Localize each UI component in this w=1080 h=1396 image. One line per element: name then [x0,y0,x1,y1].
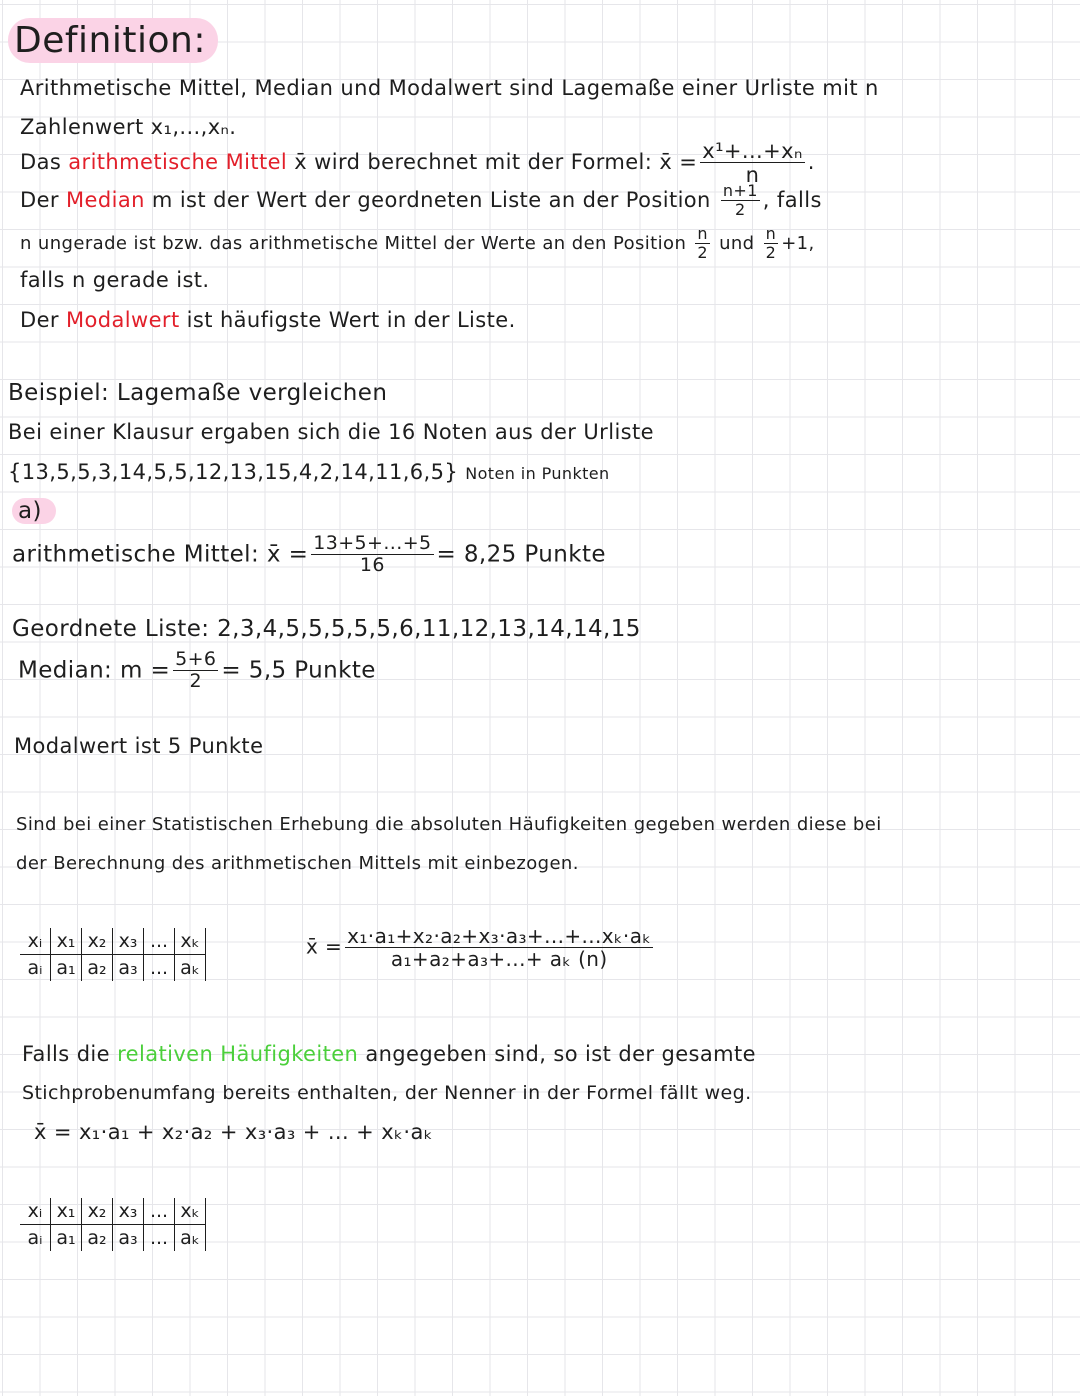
mean-result: = 8,25 Punkte [436,541,606,568]
text: Der [20,308,59,332]
formula-lhs: x̄ = [266,541,309,568]
text: ist häufigste Wert in der Liste. [186,308,516,332]
ordered-list-line [12,616,641,642]
fraction-numerator: x₁·a₁+x₂·a₂+x₃·a₃+...+...xₖ·aₖ [347,924,652,948]
relative-line-2: Stichprobenumfang bereits enthalten, der Nenner in der Formel fällt weg. [22,1082,752,1104]
fraction-denominator: a₁+a₂+a₃+...+ aₖ (n) [390,947,608,971]
example-list [8,460,610,484]
text: angegeben sind, so ist der gesamte [365,1042,756,1066]
fraction-numerator: x¹+...+xₙ [702,139,803,163]
position-fraction [721,183,760,219]
position-fraction [764,226,779,262]
fraction-numerator: 5+6 [175,648,217,670]
text: Falls die [22,1042,110,1066]
text: . [807,150,815,175]
formula-lhs: x̄ = [306,934,343,959]
mean-fraction [311,534,433,576]
median-fraction [173,650,218,692]
table-row [20,1225,206,1252]
text: Der [20,187,59,212]
table-cell: x₃ [113,928,144,955]
table-cell: ... [144,955,175,982]
text: und [719,232,755,254]
position-fraction [695,226,710,262]
mean-label: arithmetische Mittel: [12,541,260,568]
fraction-denominator: n [745,163,760,188]
text: n ungerade ist bzw. das arithmetische Mittel der Werte an den Position [20,232,687,254]
table-cell: aᵢ [27,1227,43,1249]
ordered-values: 2,3,4,5,5,5,5,5,6,11,12,13,14,14,15 [217,616,641,642]
table-cell: ... [144,1198,175,1225]
fraction-numerator: n [697,224,708,243]
term-mode: Modalwert [66,308,180,332]
fraction-denominator: 2 [765,242,777,262]
mean-calculation [12,534,606,576]
table-cell: xₖ [175,1198,206,1225]
fraction-denominator: 2 [697,242,708,262]
mean-formula-fraction [700,140,804,186]
table-cell: ... [144,928,175,955]
frequency-table-absolute [20,928,206,981]
definition-line-6: falls n gerade ist. [20,268,210,292]
fraction-numerator: n+1 [722,181,758,200]
table-cell: a₁ [51,1225,82,1252]
definition-line-2: Zahlenwert x₁,...,xₙ. [20,115,237,139]
relative-line-1 [22,1042,756,1066]
relative-formula: x̄ = x₁·a₁ + x₂·a₂ + x₃·a₃ + ... + xₖ·aₖ [34,1120,434,1144]
page-title: Definition: [8,18,218,63]
table-cell: xₖ [175,928,206,955]
term-arithmetic-mean: arithmetische Mittel [68,150,288,175]
table-cell: x₁ [51,928,82,955]
table-cell: xᵢ [20,1198,51,1225]
table-row [20,955,206,982]
table-row [20,1198,206,1225]
table-cell: x₁ [51,1198,82,1225]
fraction-numerator: 13+5+...+5 [313,532,432,554]
table-cell: aᵢ [27,957,43,979]
fraction-denominator: 2 [735,199,746,219]
median-label: Median: [18,657,113,684]
fraction-numerator: n [765,224,777,243]
table-cell: x₃ [113,1198,144,1225]
text: +1, [781,232,815,254]
fraction-denominator: 16 [359,553,385,576]
text: Das [20,150,62,175]
definition-line-5 [20,226,815,262]
table-row [20,928,206,955]
part-label: a) [12,498,56,524]
definition-line-1: Arithmetische Mittel, Median und Modalwert sind Lagemaße einer Urliste mit n [20,76,879,100]
table-cell: a₂ [82,1225,113,1252]
formula-lhs: x̄ = [659,150,698,175]
mode-line: Modalwert ist 5 Punkte [14,734,264,758]
grade-list: {13,5,5,3,14,5,5,12,13,15,4,2,14,11,6,5} [8,460,459,484]
median-calculation [18,650,376,692]
list-note: Noten in Punkten [465,464,610,483]
term-median: Median [66,187,145,212]
weighted-mean-formula [306,926,656,970]
median-result: = 5,5 Punkte [221,657,376,684]
frequency-table-relative [20,1198,206,1251]
text: , falls [762,187,822,212]
table-cell: a₂ [82,955,113,982]
table-cell: aₖ [175,955,206,982]
ordered-label: Geordnete Liste: [12,616,210,642]
text: x̄ wird berechnet mit der Formel: [294,150,653,175]
example-line-1: Bei einer Klausur ergaben sich die 16 Noten aus der Urliste [8,420,654,444]
definition-line-4 [20,183,822,219]
part-a-label [12,498,56,524]
table-cell: ... [144,1225,175,1252]
definition-line-7 [20,308,516,332]
table-cell: x₂ [82,1198,113,1225]
formula-lhs: m = [119,657,171,684]
weighted-line-2: der Berechnung des arithmetischen Mittels mit einbezogen. [16,853,579,874]
weighted-fraction [345,926,653,970]
table-cell: a₁ [51,955,82,982]
fraction-denominator: 2 [189,669,203,692]
table-cell: xᵢ [20,928,51,955]
example-heading: Beispiel: Lagemaße vergleichen [8,380,388,406]
table-cell: a₃ [113,1225,144,1252]
text: m ist der Wert der geordneten Liste an der Position [151,187,711,212]
table-cell: x₂ [82,928,113,955]
table-cell: a₃ [113,955,144,982]
definition-line-3 [20,140,815,186]
table-cell: aₖ [175,1225,206,1252]
weighted-line-1: Sind bei einer Statistischen Erhebung die absoluten Häufigkeiten gegeben werden diese bei [16,814,882,835]
term-relative-frequencies: relativen Häufigkeiten [117,1042,359,1066]
